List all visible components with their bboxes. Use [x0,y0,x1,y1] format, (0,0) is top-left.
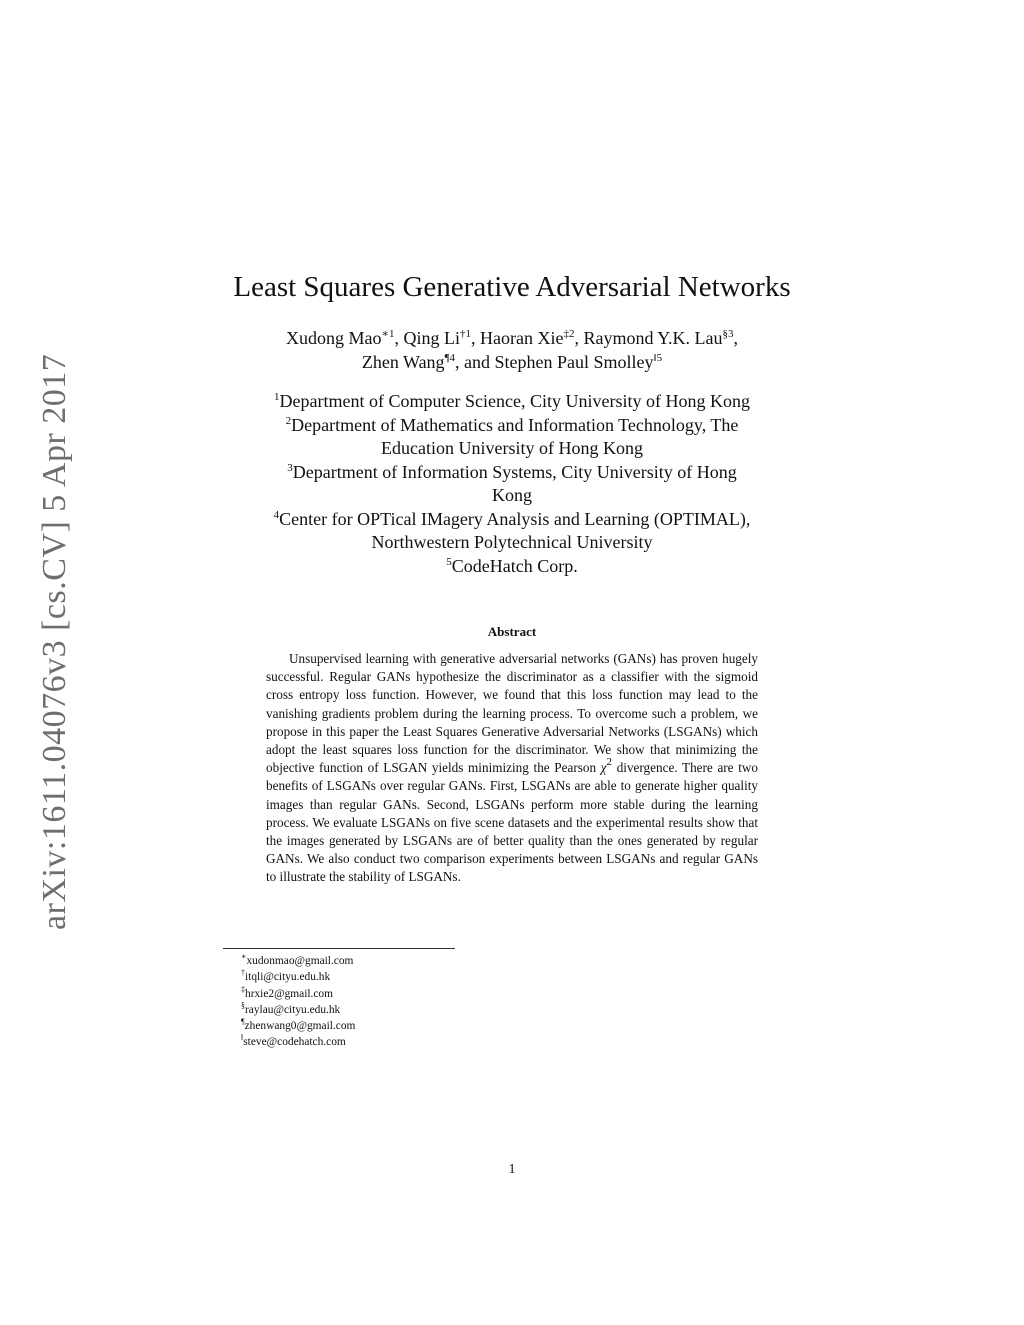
footnote-mark: ‡ [241,984,245,994]
footnote-text: steve@codehatch.com [243,1036,346,1049]
affiliation-text: Department of Mathematics and Information Technology, The [291,414,739,435]
author-mark: ‡2 [563,328,575,340]
affiliation-mark: 5 [446,555,452,568]
footnote-email [241,1018,355,1034]
affiliation-mark: 3 [287,461,293,474]
footnote-mark: ¶ [241,1017,245,1027]
footnote-email [241,969,355,985]
affiliation-mark: 2 [285,414,292,427]
footnote-text: zhenwang0@gmail.com [244,1020,356,1033]
author-name: Haoran Xie [480,328,564,348]
affiliation-3-continued: Kong [492,485,532,505]
footnote-mark: † [241,968,245,978]
paper-title: Least Squares Generative Adversarial Networks [233,271,791,303]
footnote-mark: ‖ [241,1033,244,1043]
author-mark: §3 [722,328,734,340]
author-separator: , [574,328,584,348]
chi-exponent: 2 [606,756,613,769]
affiliation-4-continued: Northwestern Polytechnical University [371,532,653,552]
abstract-text-part-1: Unsupervised learning with generative adversarial networks (GANs) has proven hugely successful. Regular GANs hypothesize the discriminator as a classifier with the sigmoid cross entropy loss function. However, we found that this loss function may lead to the vanishing gradients problem during the learning process. To overcome such a problem, we propose in this paper the Least Squares Generative Adversarial Networks (LSGANs) which adopt the least squares loss function for the discriminator. We show that minimizing the objective function of LSGAN yields minimizing the Pearson [266,651,758,776]
author-name: Xudong Mao [286,328,382,348]
author-line-1 [0,326,1024,350]
author-name: Qing Li [403,328,460,348]
affiliation-text: Department of Information Systems, City University of Hong [292,461,737,482]
footnote-mark: ∗ [241,952,247,961]
affiliation-text: CodeHatch Corp. [451,555,578,576]
footnote-text: xudonmao@gmail.com [246,955,354,967]
footnote-email [241,1034,355,1050]
author-name: Zhen Wang [361,352,445,372]
footnote-email [241,986,355,1002]
abstract-heading: Abstract [487,624,537,639]
footnote-divider [223,948,455,949]
affiliation-1 [0,390,1024,414]
affiliation-4 [0,508,1024,532]
affiliation-2 [0,414,1024,438]
chi-symbol: χ [600,760,607,776]
footnote-email [241,953,355,969]
affiliation-5 [0,555,1024,579]
footnote-text: hrxie2@gmail.com [245,987,333,1000]
author-mark: ∗1 [381,328,395,340]
affiliation-list [0,390,1024,578]
author-mark: ¶4 [444,352,456,364]
footnote-mark: § [241,1000,245,1010]
affiliation-mark: 4 [273,508,280,521]
author-name: Stephen Paul Smolley [494,352,654,372]
abstract-body [266,650,758,887]
affiliation-2-continued: Education University of Hong Kong [381,438,643,458]
author-separator: , [733,328,738,348]
affiliation-text: Department of Computer Science, City University of Hong Kong [279,391,750,411]
footnote-email [241,1002,355,1018]
author-name: Raymond Y.K. Lau [583,328,723,348]
arxiv-identifier-stamp: arXiv:1611.04076v3 [cs.CV] 5 Apr 2017 [36,353,73,930]
abstract-text-part-2: divergence. There are two benefits of LSGANs over regular GANs. First, LSGANs are able to generate higher quality images than regular GANs. Second, LSGANs perform more stable during the learning process. We evaluate LSGANs on five scene datasets and the experimental results show that the images generated by LSGANs are of better quality than the ones generated by regular GANs. We also conduct two comparison experiments between LSGANs and regular GANs to illustrate the stability of LSGANs. [266,760,758,885]
author-separator: , [394,328,404,348]
author-separator: , and [455,352,495,372]
author-mark: ‖5 [653,352,663,364]
author-separator: , [471,328,480,348]
affiliation-mark: 1 [274,391,280,403]
footnote-text: itqli@cityu.edu.hk [245,971,331,984]
author-list [0,326,1024,374]
affiliation-text: Center for OPTical IMagery Analysis and Learning (OPTIMAL), [279,508,751,529]
author-mark: †1 [460,328,471,340]
author-line-2 [0,350,1024,374]
affiliation-3 [0,461,1024,485]
page-number: 1 [508,1162,516,1177]
footnote-list [241,953,355,1051]
footnote-text: raylau@cityu.edu.hk [245,1003,341,1016]
